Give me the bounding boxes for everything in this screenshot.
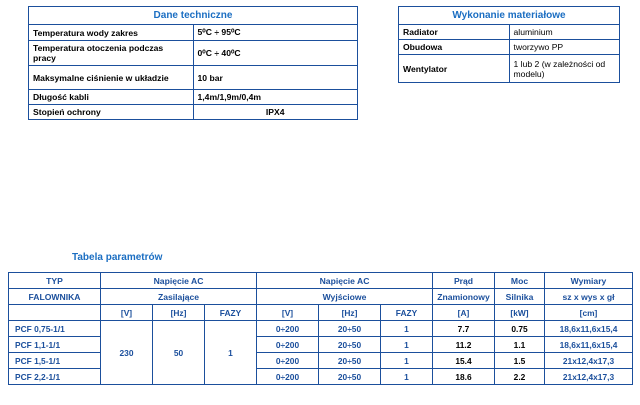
row-typ: PCF 1,5-1/1 [9, 353, 101, 369]
header-voltage-out-sub: Wyjściowe [257, 289, 433, 305]
tech-row-label: Długość kabli [29, 90, 194, 105]
unit-spacer [9, 305, 101, 321]
tech-row-value: 1,4m/1,9m/0,4m [193, 90, 358, 105]
header-voltage-in-sub: Zasilające [101, 289, 257, 305]
parameters-table [8, 272, 633, 385]
row-dimensions: 21x12,4x17,3 [545, 369, 633, 385]
row-out-hz: 20÷50 [319, 337, 381, 353]
unit-power: [kW] [495, 305, 545, 321]
technical-data-table [28, 6, 358, 120]
row-out-hz: 20÷50 [319, 369, 381, 385]
row-in-v: 230 [101, 321, 153, 385]
unit-out-v: [V] [257, 305, 319, 321]
header-current-sub: Znamionowy [433, 289, 495, 305]
row-power: 1.1 [495, 337, 545, 353]
header-power-sub: Silnika [495, 289, 545, 305]
material-row-value: 1 lub 2 (w zależności od modelu) [509, 55, 620, 83]
header-current: Prąd [433, 273, 495, 289]
tech-row-label: Maksymalne ciśnienie w układzie [29, 66, 194, 90]
material-table-title: Wykonanie materiałowe [399, 7, 620, 25]
row-out-hz: 20÷50 [319, 321, 381, 337]
row-dimensions: 18,6x11,6x15,4 [545, 321, 633, 337]
table-row [29, 25, 358, 41]
tech-row-label: Temperatura wody zakres [29, 25, 194, 41]
parameters-table-heading: Tabela parametrów [72, 252, 163, 263]
material-row-value: aluminium [509, 25, 620, 40]
row-current: 11.2 [433, 337, 495, 353]
header-voltage-in: Napięcie AC [101, 273, 257, 289]
row-typ: PCF 2,2-1/1 [9, 369, 101, 385]
unit-dimensions: [cm] [545, 305, 633, 321]
unit-out-hz: [Hz] [319, 305, 381, 321]
tech-row-label: Stopień ochrony [29, 105, 194, 120]
unit-in-hz: [Hz] [153, 305, 205, 321]
header-dimensions: Wymiary [545, 273, 633, 289]
row-current: 18.6 [433, 369, 495, 385]
row-dimensions: 18,6x11,6x15,4 [545, 337, 633, 353]
material-row-label: Radiator [399, 25, 510, 40]
table-row [29, 7, 358, 25]
header-dimensions-sub: sz x wys x gł [545, 289, 633, 305]
row-in-fazy: 1 [205, 321, 257, 385]
table-header-row [9, 289, 633, 305]
row-power: 2.2 [495, 369, 545, 385]
tech-row-value: 5⁰C ÷ 95⁰C [193, 25, 358, 41]
technical-data-title: Dane techniczne [29, 7, 358, 25]
row-out-fazy: 1 [381, 369, 433, 385]
material-row-label: Wentylator [399, 55, 510, 83]
tech-row-label: Temperatura otoczenia podczas pracy [29, 41, 194, 66]
table-header-row [9, 273, 633, 289]
material-execution-table [398, 6, 620, 83]
row-out-fazy: 1 [381, 337, 433, 353]
table-row [399, 7, 620, 25]
header-voltage-out: Napięcie AC [257, 273, 433, 289]
unit-in-fazy: FAZY [205, 305, 257, 321]
row-current: 15.4 [433, 353, 495, 369]
table-row [399, 40, 620, 55]
unit-in-v: [V] [101, 305, 153, 321]
row-dimensions: 21x12,4x17,3 [545, 353, 633, 369]
table-row [29, 105, 358, 120]
row-out-v: 0÷200 [257, 337, 319, 353]
row-power: 1.5 [495, 353, 545, 369]
row-current: 7.7 [433, 321, 495, 337]
row-typ: PCF 0,75-1/1 [9, 321, 101, 337]
row-out-v: 0÷200 [257, 353, 319, 369]
header-typ-sub: FALOWNIKA [9, 289, 101, 305]
table-row [9, 321, 633, 337]
tech-row-value: 10 bar [193, 66, 358, 90]
table-units-row [9, 305, 633, 321]
table-row [399, 25, 620, 40]
table-row [29, 90, 358, 105]
table-row [29, 41, 358, 66]
row-out-fazy: 1 [381, 353, 433, 369]
row-out-fazy: 1 [381, 321, 433, 337]
unit-current: [A] [433, 305, 495, 321]
header-power: Moc [495, 273, 545, 289]
row-out-hz: 20÷50 [319, 353, 381, 369]
row-out-v: 0÷200 [257, 369, 319, 385]
row-out-v: 0÷200 [257, 321, 319, 337]
unit-out-fazy: FAZY [381, 305, 433, 321]
row-power: 0.75 [495, 321, 545, 337]
tech-row-value: 0⁰C ÷ 40⁰C [193, 41, 358, 66]
table-row [29, 66, 358, 90]
row-typ: PCF 1,1-1/1 [9, 337, 101, 353]
material-row-label: Obudowa [399, 40, 510, 55]
row-in-hz: 50 [153, 321, 205, 385]
header-typ: TYP [9, 273, 101, 289]
table-row [399, 55, 620, 83]
material-row-value: tworzywo PP [509, 40, 620, 55]
tech-row-value: IPX4 [193, 105, 358, 120]
